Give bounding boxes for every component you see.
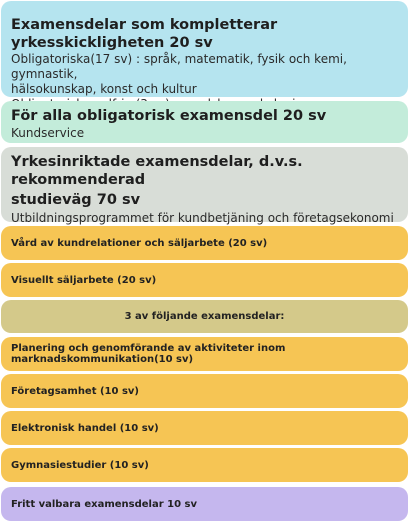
unit-label: Gymnasiestudier (10 sv) [11,459,149,471]
common-mandatory-title: För alla obligatorisk examensdel 20 sv [11,108,327,124]
common-mandatory-subtitle: Kundservice [11,126,85,140]
choose-three-header [1,300,408,333]
vocational-units-title-line-1: Yrkesinriktade examensdelar, d.v.s. rekommenderad [11,154,303,188]
unit-visual-sales [1,263,408,297]
unit-label: Visuellt säljarbete (20 sv) [11,274,157,286]
vocational-units-box [1,147,408,225]
unit-marketing-communication [1,337,408,371]
unit-label: Vård av kundrelationer och säljarbete (20 sv) [11,237,268,249]
supplementary-units-box [1,1,408,97]
supplementary-units-line-1: Obligatoriska(17 sv) : språk, matematik, fysik och kemi, gymnastik, [11,52,347,81]
unit-ecommerce [1,411,408,445]
unit-label: Företagsamhet (10 sv) [11,385,139,397]
choose-three-label: 3 av följande examensdelar: [124,311,285,322]
unit-label: Elektronisk handel (10 sv) [11,422,159,434]
vocational-units-subtitle: Utbildningsprogrammet för kundbetjäning och företagsekonomi [11,211,394,225]
supplementary-units-title: Examensdelar som kompletterar yrkesskickligheten 20 sv [11,17,278,51]
unit-free-choice [1,487,408,521]
unit-label: Fritt valbara examensdelar 10 sv [11,498,198,510]
vocational-units-title-line-2: studieväg 70 sv [11,192,141,208]
unit-upper-secondary-studies [1,448,408,482]
common-mandatory-box [1,101,408,143]
unit-label: Planering och genomförande av aktiviteter inom marknadskommunikation(10 sv) [11,343,286,365]
supplementary-units-line-2: hälsokunskap, konst och kultur [11,82,197,96]
unit-entrepreneurship [1,374,408,408]
unit-customer-relations [1,226,408,260]
